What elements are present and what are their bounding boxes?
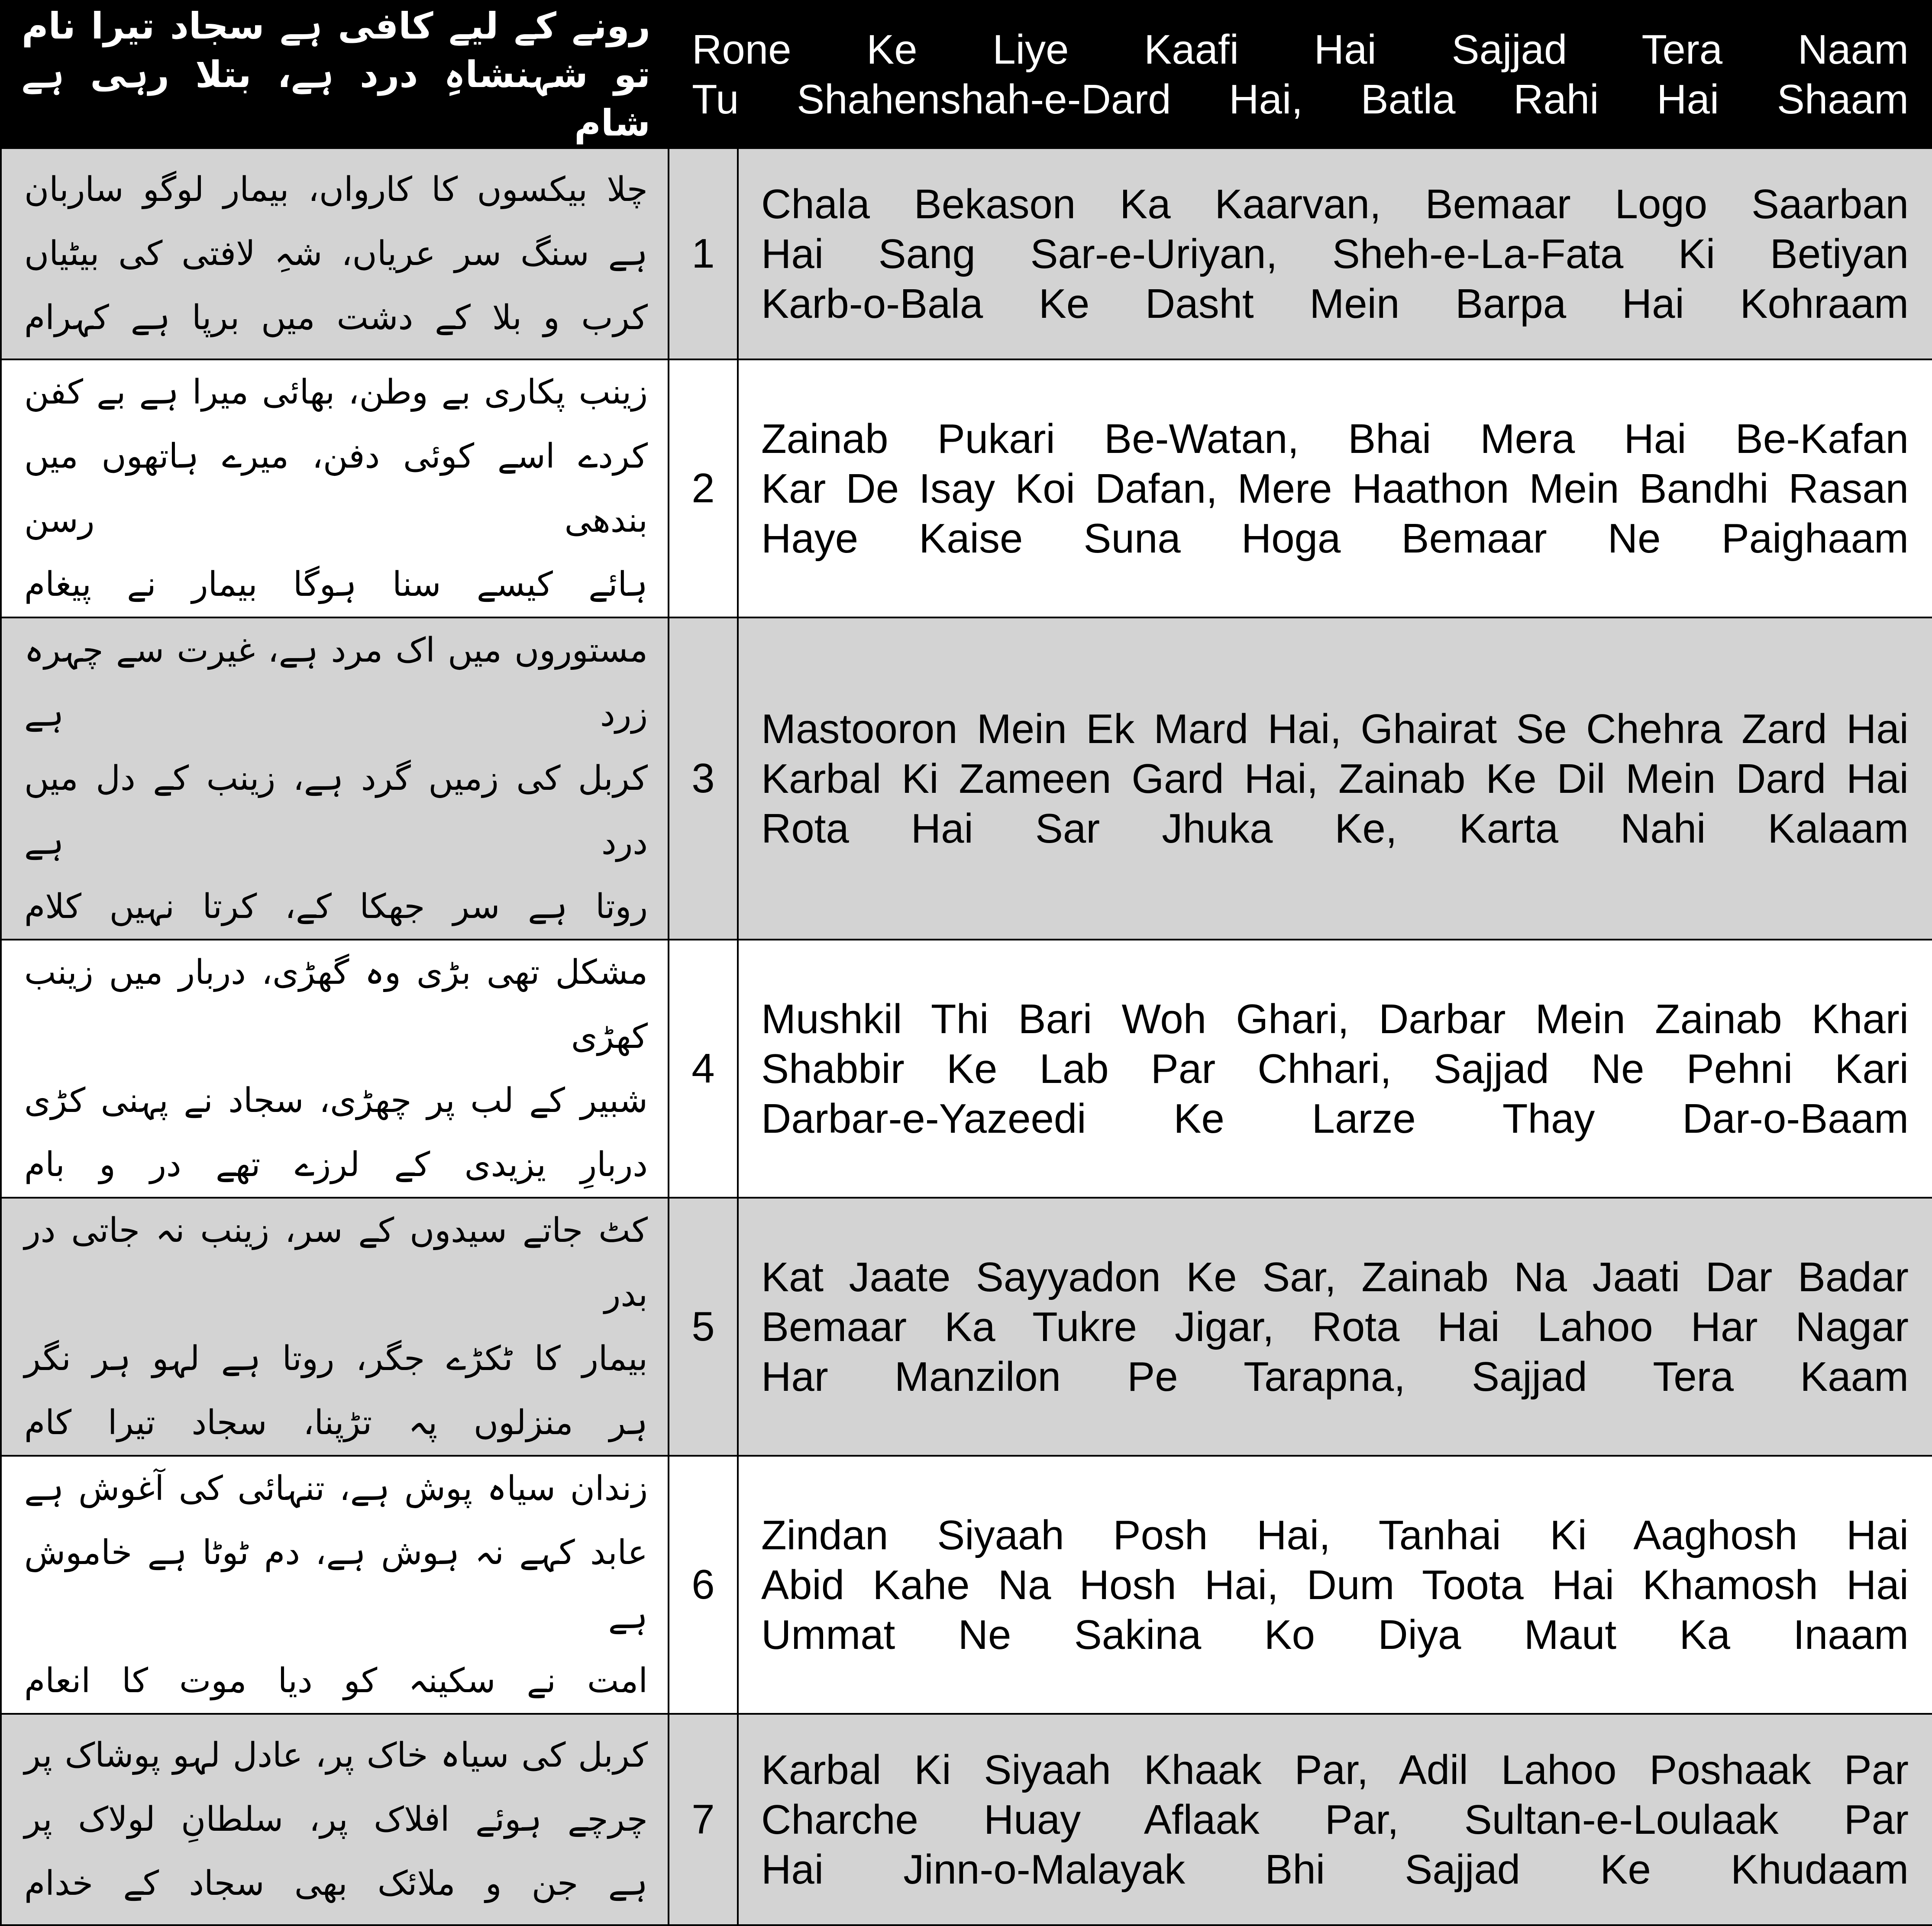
verse-roman-line: Kar De Isay Koi Dafan, Mere Haathon Mein Bandhi Rasan (761, 465, 1909, 512)
verse-roman-cell (738, 1198, 1932, 1456)
verse-roman-line: Mushkil Thi Bari Woh Ghari, Darbar Mein Zainab Khari (761, 995, 1909, 1042)
verse-number: 2 (669, 359, 738, 617)
verse-roman-line: Rota Hai Sar Jhuka Ke, Karta Nahi Kalaam (761, 805, 1909, 852)
verse-number: 5 (669, 1198, 738, 1456)
verse-urdu-line: ہائے کیسے سنا ہوگا بیمار نے پیغام (24, 565, 648, 604)
verse-urdu-line: عابد کہے نہ ہوش ہے، دم ٹوٹا ہے خاموش ہے (24, 1533, 648, 1636)
verse-urdu-line: دربارِ یزیدی کے لرزے تھے در و بام (24, 1145, 648, 1184)
verse-roman-line: Darbar-e-Yazeedi Ke Larze Thay Dar-o-Baam (761, 1095, 1909, 1142)
verse-roman-line: Zainab Pukari Be-Watan, Bhai Mera Hai Be-Kafan (761, 415, 1909, 462)
verse-urdu-line: شبیر کے لب پر چھڑی، سجاد نے پہنی کڑی (24, 1081, 648, 1120)
verse-urdu-line: کربل کی سیاہ خاک پر، عادل لہو پوشاک پر (24, 1736, 648, 1775)
verse-urdu-line: ہے جن و ملائک بھی سجاد کے خدام (24, 1864, 648, 1903)
verse-urdu-cell (1, 1198, 669, 1456)
verse-urdu-line: زندان سیاہ پوش ہے، تنہائی کی آغوش ہے (24, 1469, 648, 1508)
verse-roman-cell (738, 940, 1932, 1198)
verse-roman-line: Bemaar Ka Tukre Jigar, Rota Hai Lahoo Har Nagar (761, 1303, 1909, 1350)
verse-urdu-line: مشکل تھی بڑی وہ گھڑی، دربار میں زینب کھڑی (24, 953, 648, 1056)
verse-number: 1 (669, 148, 738, 359)
verse-roman-line: Ummat Ne Sakina Ko Diya Maut Ka Inaam (761, 1611, 1909, 1658)
verse-roman-line: Hai Sang Sar-e-Uriyan, Sheh-e-La-Fata Ki Betiyan (761, 230, 1909, 277)
chorus-urdu-line: تو شہنشاہِ درد ہے، بتلا رہی ہے شام (22, 53, 650, 144)
verse-urdu-line: کٹ جاتے سیدوں کے سر، زینب نہ جاتی در بدر (24, 1211, 648, 1314)
verse-row-1 (1, 148, 1932, 359)
verse-urdu-cell (1, 1456, 669, 1714)
verse-roman-line: Haye Kaise Suna Hoga Bemaar Ne Paighaam (761, 515, 1909, 562)
verse-roman-cell (738, 1456, 1932, 1714)
chorus-urdu-line: رونے کے لیے کافی ہے سجاد تیرا نام (22, 5, 650, 47)
verse-row-6 (1, 1456, 1932, 1714)
verse-roman-line: Karbal Ki Siyaah Khaak Par, Adil Lahoo Poshaak Par (761, 1746, 1909, 1793)
verse-roman-cell (738, 1714, 1932, 1925)
verse-urdu-cell (1, 359, 669, 617)
verse-roman-line: Karb-o-Bala Ke Dasht Mein Barpa Hai Kohraam (761, 280, 1909, 327)
verse-roman-line: Kat Jaate Sayyadon Ke Sar, Zainab Na Jaati Dar Badar (761, 1254, 1909, 1300)
chorus-urdu-cell (1, 1, 669, 148)
verse-urdu-line: زینب پکاری بے وطن، بھائی میرا ہے بے کفن (24, 373, 648, 412)
verse-urdu-line: کربل کی زمیں گرد ہے، زینب کے دل میں درد ہے (24, 759, 648, 862)
verse-roman-line: Mastooron Mein Ek Mard Hai, Ghairat Se Chehra Zard Hai (761, 705, 1909, 752)
verse-number: 6 (669, 1456, 738, 1714)
verse-roman-line: Hai Jinn-o-Malayak Bhi Sajjad Ke Khudaam (761, 1846, 1909, 1893)
verse-urdu-line: کردے اسے کوئی دفن، میرے ہاتھوں میں بندھی رسن (24, 437, 648, 540)
chorus-roman-line: Tu Shahenshah-e-Dard Hai, Batla Rahi Hai Shaam (692, 76, 1909, 123)
verse-roman-line: Har Manzilon Pe Tarapna, Sajjad Tera Kaam (761, 1353, 1909, 1400)
verse-row-3 (1, 617, 1932, 940)
verse-roman-line: Abid Kahe Na Hosh Hai, Dum Toota Hai Khamosh Hai (761, 1561, 1909, 1608)
verse-roman-line: Chala Bekason Ka Kaarvan, Bemaar Logo Saarban (761, 181, 1909, 227)
verse-urdu-line: چلا بیکسوں کا کارواں، بیمار لوگو ساربان (24, 170, 648, 209)
verse-roman-line: Karbal Ki Zameen Gard Hai, Zainab Ke Dil Mein Dard Hai (761, 755, 1909, 802)
verse-row-7 (1, 1714, 1932, 1925)
chorus-roman-cell (669, 1, 1932, 148)
verse-urdu-cell (1, 940, 669, 1198)
verse-urdu-cell (1, 148, 669, 359)
chorus-roman-line: Rone Ke Liye Kaafi Hai Sajjad Tera Naam (692, 26, 1909, 73)
verse-urdu-line: کرب و بلا کے دشت میں برپا ہے کہرام (24, 298, 648, 337)
verse-urdu-line: ہر منزلوں پہ تڑپنا، سجاد تیرا کام (24, 1403, 648, 1442)
verse-urdu-cell (1, 1714, 669, 1925)
verse-row-4 (1, 940, 1932, 1198)
verse-roman-cell (738, 359, 1932, 617)
verse-roman-cell (738, 617, 1932, 940)
verse-roman-line: Shabbir Ke Lab Par Chhari, Sajjad Ne Pehni Kari (761, 1045, 1909, 1092)
verse-roman-line: Zindan Siyaah Posh Hai, Tanhai Ki Aaghosh Hai (761, 1512, 1909, 1558)
verse-roman-cell (738, 148, 1932, 359)
verse-urdu-cell (1, 617, 669, 940)
verse-urdu-line: چرچے ہوئے افلاک پر، سلطانِ لولاک پر (24, 1800, 648, 1839)
verse-urdu-line: ہے سنگ سر عریاں، شہِ لافتی کی بیٹیاں (24, 234, 648, 273)
verse-row-2 (1, 359, 1932, 617)
verse-urdu-line: روتا ہے سر جھکا کے، کرتا نہیں کلام (24, 887, 648, 926)
verse-row-5 (1, 1198, 1932, 1456)
verse-number: 7 (669, 1714, 738, 1925)
chorus-row (1, 1, 1932, 148)
verse-urdu-line: بیمار کا ٹکڑے جگر، روتا ہے لہو ہر نگر (24, 1339, 648, 1378)
verse-urdu-line: امت نے سکینہ کو دیا موت کا انعام (24, 1661, 648, 1700)
verse-roman-line: Charche Huay Aflaak Par, Sultan-e-Loulaak Par (761, 1796, 1909, 1843)
verse-number: 4 (669, 940, 738, 1198)
verse-urdu-line: مستوروں میں اک مرد ہے، غیرت سے چہرہ زرد ہے (24, 631, 648, 734)
verse-number: 3 (669, 617, 738, 940)
